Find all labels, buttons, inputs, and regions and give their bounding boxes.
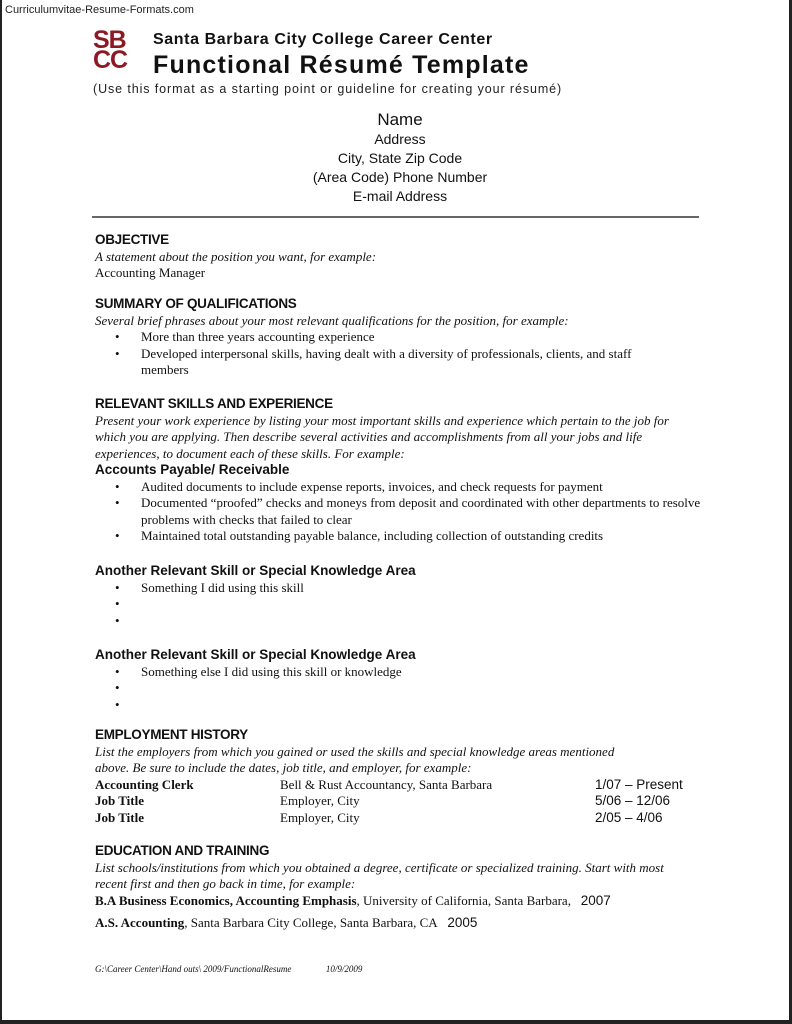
section-heading: EDUCATION AND TRAINING: [95, 843, 270, 858]
example: Accounting Manager: [95, 265, 206, 280]
section-heading: SUMMARY OF QUALIFICATIONS: [95, 296, 297, 311]
education-entry: [95, 915, 705, 932]
education-entry: [95, 893, 705, 910]
contact-email: E-mail Address: [352, 188, 448, 204]
page-title: Functional Résumé Template: [153, 51, 530, 79]
job-title: Accounting Clerk: [95, 776, 194, 792]
employment-section: [95, 727, 705, 826]
list-item: • More than three years accounting experience: [95, 329, 705, 346]
objective-section: [95, 232, 705, 282]
skill-area-title: Another Relevant Skill or Special Knowledge Area: [95, 563, 416, 578]
skill-area-title: Accounts Payable/ Receivable: [95, 462, 290, 477]
section-heading: OBJECTIVE: [95, 232, 169, 247]
divider: [92, 216, 699, 218]
school: , University of California, Santa Barbara,: [356, 892, 571, 908]
list-item: • Documented “proofed” checks and moneys from deposit and coordinated with other departments to resolve problems with checks that failed to clear: [95, 495, 705, 528]
contact-address: Address: [374, 131, 426, 147]
list-item: [95, 596, 705, 613]
contact-phone: (Area Code) Phone Number: [312, 169, 488, 185]
contact-name: Name: [377, 110, 423, 129]
dates: 2/05 – 4/06: [595, 809, 663, 825]
skill-area-title: Another Relevant Skill or Special Knowledge Area: [95, 647, 416, 662]
logo-bottom: CC: [93, 46, 128, 74]
summary-section: [95, 296, 705, 379]
school: , Santa Barbara City College, Santa Barbara, CA: [184, 915, 438, 930]
list-item: • Something else I did using this skill or knowledge: [95, 664, 705, 681]
section-heading: RELEVANT SKILLS AND EXPERIENCE: [95, 396, 333, 411]
employer: Bell & Rust Accountancy, Santa Barbara: [280, 776, 493, 792]
file-path: G:\Career Center\Hand outs\ 2009/FunctionalResume: [95, 964, 292, 974]
education-section: [95, 843, 705, 932]
employer: Employer, City: [280, 793, 360, 808]
list-item: [95, 613, 705, 630]
instruction: List schools/institutions from which you obtained a degree, certificate or specialized training. Start with most recent first and then go back in time, for example:: [95, 859, 664, 891]
instruction: A statement about the position you want, for example:: [95, 248, 377, 264]
instruction: Present your work experience by listing your most important skills and experience which pertain to the job for which you are applying. Then describe several activities and accomplishments from all your jobs and life experiences, to document each of these skills. For example:: [95, 412, 669, 461]
list-item: • Developed interpersonal skills, having dealt with a diversity of professionals, clients, and staff members: [95, 346, 705, 379]
list-item: [95, 680, 705, 697]
degree: B.A Business Economics, Accounting Emphasis: [95, 892, 357, 908]
employment-row: [95, 777, 705, 794]
employment-row: [95, 793, 705, 810]
watermark: Curriculumvitae-Resume-Formats.com: [5, 4, 194, 16]
year: 2005: [447, 915, 478, 930]
job-title: Job Title: [95, 793, 145, 808]
employment-row: [95, 810, 705, 827]
dates: 5/06 – 12/06: [595, 793, 671, 808]
dates: 1/07 – Present: [595, 776, 683, 792]
list-item: [95, 697, 705, 714]
instruction: List the employers from which you gained or used the skills and special knowledge areas mentioned above. Be sure to include the dates, job title, and employer, for example:: [95, 743, 615, 775]
year: 2007: [580, 892, 611, 908]
section-heading: EMPLOYMENT HISTORY: [95, 727, 248, 742]
footer-date: 10/9/2009: [325, 964, 363, 974]
logo-top: SB: [93, 26, 126, 54]
job-title: Job Title: [95, 809, 145, 825]
contact-block: [230, 110, 570, 206]
subtitle: (Use this format as a starting point or guideline for creating your résumé): [93, 82, 563, 96]
sbcc-logo: [93, 26, 143, 74]
skill-area-2: [95, 563, 705, 629]
contact-city: City, State Zip Code: [337, 150, 463, 166]
list-item: • Something I did using this skill: [95, 580, 705, 597]
degree: A.S. Accounting: [95, 915, 185, 930]
list-item: • Audited documents to include expense reports, invoices, and check requests for payment: [95, 479, 705, 496]
org-name: Santa Barbara City College Career Center: [153, 31, 493, 48]
footer: [95, 964, 362, 974]
employer: Employer, City: [280, 809, 360, 825]
skill-area-3: [95, 647, 705, 713]
list-item: • Maintained total outstanding payable balance, including collection of outstanding credits: [95, 528, 705, 545]
instruction: Several brief phrases about your most relevant qualifications for the position, for example:: [95, 312, 569, 328]
skills-section: [95, 396, 705, 545]
